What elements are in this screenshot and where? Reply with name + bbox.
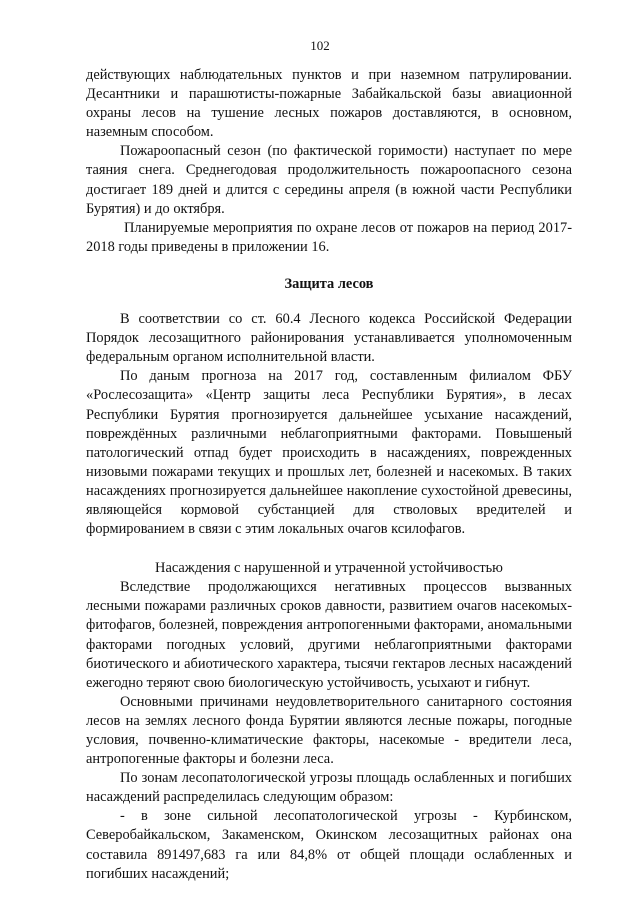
paragraph-strong-threat-zone: - в зоне сильной лесопатологической угрозы - Курбинском, Северобайкальском, Закаменском, Окинском лесозащитных районах она составила 891497,683 га или 84,8% от общей площади ослабленных и погибших насаждений; bbox=[86, 808, 572, 882]
paragraph-negative-processes: Вследствие продолжающихся негативных процессов вызванных лесными пожарами различных сроков давности, развитием очагов насекомых-фитофагов, болезней, повреждения антропогенными факторами, аномальными факторами погодных условий, другими неблагоприятными факторами биотического и абиотического характера, тысячи гектаров лесных насаждений ежегодно теряют свою биологическую устойчивость, усыхают и гибнут. bbox=[86, 579, 572, 691]
page-number: 102 bbox=[310, 38, 330, 53]
section-heading: Защита лесов bbox=[284, 275, 374, 292]
subsection-heading: Насаждения с нарушенной и утраченной устойчивостью bbox=[155, 560, 503, 577]
paragraph-fire-season: Пожароопасный сезон (по фактической горимости) наступает по мере таяния снега. Среднегодовая продолжительность пожароопасного сезона достигает 189 дней и длится с середины апреля (в южной части Республики Бурятия) и до октября. bbox=[86, 143, 572, 217]
paragraph-planned-measures: Планируемые мероприятия по охране лесов от пожаров на период 2017-2018 годы приведены в приложении 16. bbox=[86, 219, 572, 255]
paragraph-patrol: действующих наблюдательных пунктов и при наземном патрулировании. Десантники и парашютисты-пожарные Забайкальской базы авиационной охраны лесов на тушение лесных пожаров доставляются, в основном, наземным способом. bbox=[86, 67, 572, 141]
paragraph-main-causes: Основными причинами неудовлетворительного санитарного состояния лесов на землях лесного фонда Бурятии являются лесные пожары, погодные условия, почвенно-климатические факторы, насекомые - вредители леса, антропогенные факторы и болезни леса. bbox=[86, 693, 572, 768]
paragraph-forecast: По даным прогноза на 2017 год, составленным филиалом ФБУ «Рослесозащита» «Центр защиты леса Республики Бурятия», в лесах Республики Бурятия прогнозируется дальнейшее усыхание насаждений, повреждённых различными неблагоприятными факторами. Повышеный патологический отпад будет происходить в насаждениях, поврежденных низовыми пожарами текущих и прошлых лет, болезней и насекомых. В таких насаждениях прогнозируется дальнейшее накопление сухостойной древесины, являющейся кормовой субстанцией для стволовых вредителей и формированием в связи с этим локальных очагов ксилофагов. bbox=[86, 368, 572, 538]
paragraph-zones-intro: По зонам лесопатологической угрозы площадь ослабленных и погибших насаждений распределилась следующим образом: bbox=[86, 770, 572, 806]
paragraph-forest-code: В соответствии со ст. 60.4 Лесного кодекса Российской Федерации Порядок лесозащитного районирования устанавливается уполномоченным федеральным органом исполнительной власти. bbox=[86, 311, 572, 366]
document-body bbox=[86, 66, 572, 884]
